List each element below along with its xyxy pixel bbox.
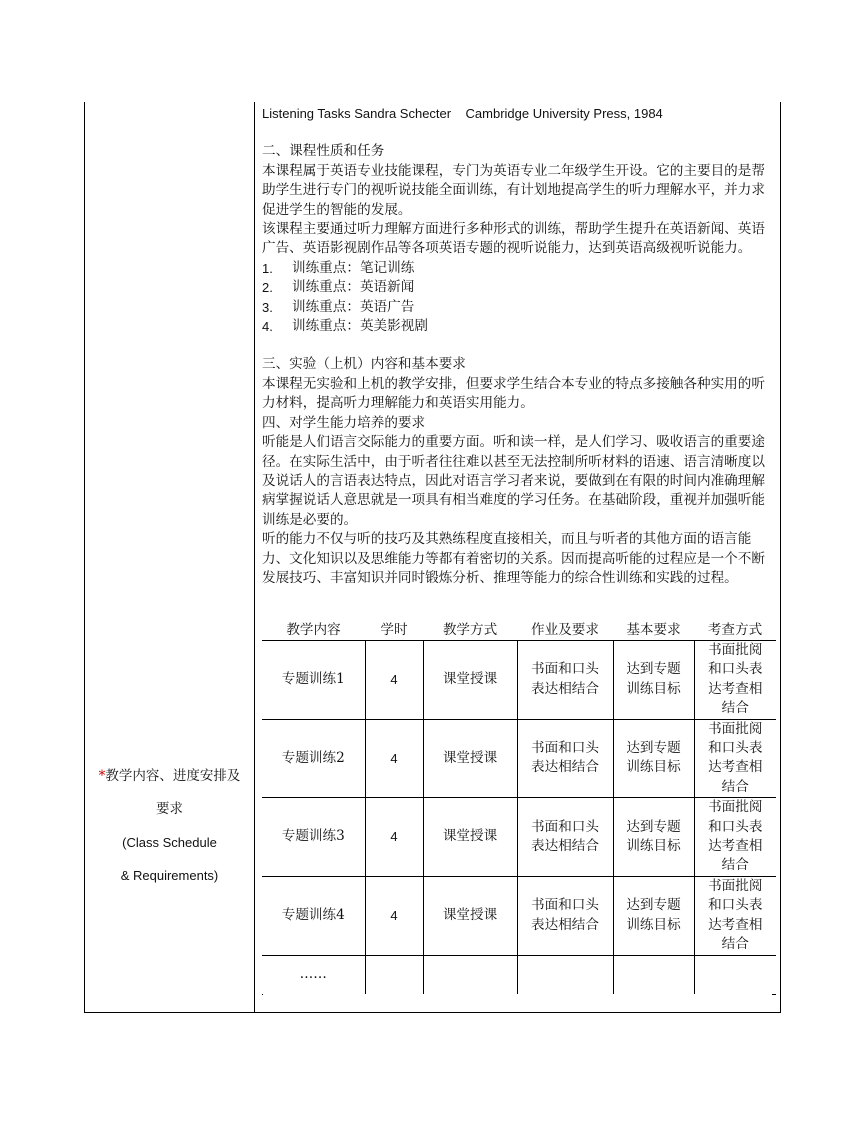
cell-basic: 达到专题训练目标 xyxy=(613,641,694,720)
section2-para2: 该课程主要通过听力理解方面进行多种形式的训练，帮助学生提升在英语新闻、英语广告、英语影视剧作品等各项英语专题的视听说能力，达到英语高级视听说能力。 xyxy=(262,221,765,257)
empty-cell xyxy=(694,955,776,994)
section3-heading: 三、实验（上机）内容和基本要求 xyxy=(262,356,466,373)
section2-heading: 二、课程性质和任务 xyxy=(262,143,385,160)
row-label xyxy=(85,760,254,892)
cell-content: 专题训练1 xyxy=(262,641,365,720)
list-item: 2. 训练重点：英语新闻 xyxy=(262,279,415,296)
required-star: * xyxy=(98,768,106,784)
content-cell xyxy=(262,102,774,588)
cell-method: 课堂授课 xyxy=(423,876,517,955)
cell-assess: 书面批阅和口头表达考查相结合 xyxy=(694,798,776,877)
cell-ellipsis: …… xyxy=(262,955,365,994)
section4-para2: 听的能力不仅与听的技巧及其熟练程度直接相关，而且与听者的其他方面的语言能力、文化知识以及思维能力等都有着密切的关系。因而提高听能的过程应是一个不断发展技巧、丰富知识并同时锻炼分析、推理等能力的综合性训练和实践的过程。 xyxy=(262,531,765,586)
table-row xyxy=(262,798,776,877)
cell-homework: 书面和口头表达相结合 xyxy=(517,876,613,955)
label-line-3: (Class Schedule xyxy=(122,835,217,850)
cell-hours: 4 xyxy=(365,719,423,798)
cell-content: 专题训练2 xyxy=(262,719,365,798)
table-row xyxy=(262,876,776,955)
focus-list xyxy=(262,259,774,337)
schedule-table xyxy=(262,621,776,994)
label-line-4: & Requirements) xyxy=(120,868,219,883)
section4-heading: 四、对学生能力培养的要求 xyxy=(262,414,426,431)
label-line-1: *教学内容、进度安排及 xyxy=(98,768,241,784)
table-row xyxy=(262,641,776,720)
section3-para: 本课程无实验和上机的教学安排，但要求学生结合本专业的特点多接触各种实用的听力材料，提高听力理解能力和英语实用能力。 xyxy=(262,375,765,412)
header-cell: 作业及要求 xyxy=(517,621,613,641)
header-cell: 考查方式 xyxy=(694,621,776,641)
cell-basic: 达到专题训练目标 xyxy=(613,876,694,955)
cell-content: 专题训练3 xyxy=(262,798,365,877)
section4-para1: 听能是人们语言交际能力的重要方面。听和读一样，是人们学习、吸收语言的重要途径。在实际生活中，由于听者往往难以甚至无法控制所听材料的语速、语言清晰度以及说话人的言语表达特点，因此对语言学习者来说，要做到在有限的时间内准确理解病掌握说话人意思就是一项具有相当难度的学习任务。在基础阶段，重视并加强听能训练是必要的。 xyxy=(262,434,765,528)
header-cell: 学时 xyxy=(365,621,423,641)
label-line-2: 要求 xyxy=(156,801,183,817)
textbook-source: Listening Tasks Sandra Schecter Cambridge University Press, 1984 xyxy=(262,106,663,121)
cell-method: 课堂授课 xyxy=(423,719,517,798)
cell-assess: 书面批阅和口头表达考查相结合 xyxy=(694,719,776,798)
cell-basic: 达到专题训练目标 xyxy=(613,798,694,877)
cell-assess: 书面批阅和口头表达考查相结合 xyxy=(694,876,776,955)
cell-hours: 4 xyxy=(365,876,423,955)
header-cell: 基本要求 xyxy=(613,621,694,641)
cell-homework: 书面和口头表达相结合 xyxy=(517,798,613,877)
table-end-mark xyxy=(262,994,263,995)
empty-cell xyxy=(423,955,517,994)
cell-hours: 4 xyxy=(365,641,423,720)
cell-basic: 达到专题训练目标 xyxy=(613,719,694,798)
list-item: 4. 训练重点：英美影视剧 xyxy=(262,318,428,335)
cell-method: 课堂授课 xyxy=(423,641,517,720)
empty-cell xyxy=(517,955,613,994)
cell-hours: 4 xyxy=(365,798,423,877)
cell-content: 专题训练4 xyxy=(262,876,365,955)
cell-method: 课堂授课 xyxy=(423,798,517,877)
table-end-mark xyxy=(772,994,776,995)
empty-cell xyxy=(365,955,423,994)
cell-homework: 书面和口头表达相结合 xyxy=(517,719,613,798)
section2-para1: 本课程属于英语专业技能课程，专门为英语专业二年级学生开设。它的主要目的是帮助学生进行专门的视听说技能全面训练，有计划地提高学生的听力理解水平，并力求促进学生的智能的发展。 xyxy=(262,162,765,218)
table-header-row xyxy=(262,621,776,641)
list-item: 1. 训练重点：笔记训练 xyxy=(262,259,415,276)
list-item: 3. 训练重点：英语广告 xyxy=(262,298,415,315)
table-row xyxy=(262,955,776,994)
header-cell: 教学内容 xyxy=(262,621,365,641)
column-divider xyxy=(254,102,255,1012)
table-row xyxy=(262,719,776,798)
cell-homework: 书面和口头表达相结合 xyxy=(517,641,613,720)
cell-assess: 书面批阅和口头表达考查相结合 xyxy=(694,641,776,720)
header-cell: 教学方式 xyxy=(423,621,517,641)
empty-cell xyxy=(613,955,694,994)
